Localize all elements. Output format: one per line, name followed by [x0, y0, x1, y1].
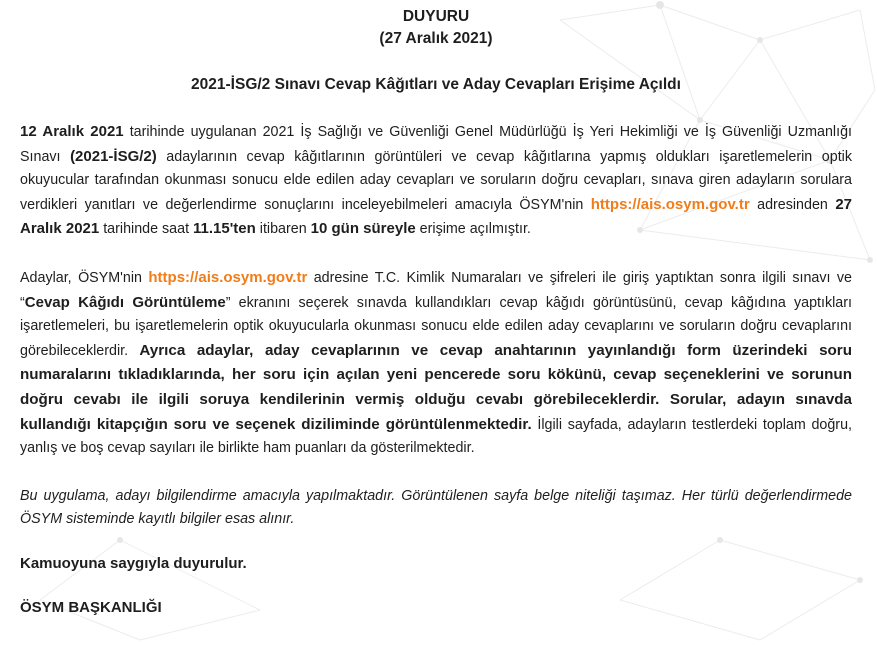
announcement-title: DUYURU	[402, 8, 470, 25]
announcement	[20, 6, 852, 619]
ais-link-1[interactable]: https://ais.osym.gov.tr	[590, 195, 750, 213]
p2-text-2: adresine T.C. Kimlik Numaraları ve şifreleri ile giriş yaptıktan sonra ilgili sınavı ve “	[20, 269, 852, 311]
screen-name: Cevap Kâğıdı Görüntüleme	[24, 293, 226, 311]
p1-text-2: adaylarının cevap kâğıtlarının görüntüleri ve cevap kâğıtlarına yapmış oldukları işaretlemelerin optik okuyucular tarafından okunması sonucu elde edilen aday cevapları ve soruların doğru cevapları, sınava giren adayların sorulara verdikleri yanıtları ve değerlendirme sonuçlarını inceleyebilmeleri amacıyla ÖSYM'nin	[20, 148, 852, 213]
exam-code: (2021-İSG/2)	[70, 147, 157, 165]
announcement-subtitle: 2021-İSG/2 Sınavı Cevap Kâğıtları ve Aday Cevapları Erişime Açıldı	[191, 76, 681, 93]
paragraph-2	[20, 266, 852, 461]
p1-text-5: itibaren	[255, 221, 311, 238]
p2-emphasis: Ayrıca adaylar, aday cevaplarının ve cevap anahtarının yayınlandığı form üzerindeki soru numaralarını tıkladıklarında, her soru için açılan yeni pencerede soru kökünü, cevap seçeneklerini ve sorunun doğru cevabı ile ilgili soruya kendilerinin vermiş olduğu cevabı görebileceklerdir. Sorular, adayın sınavda kullandığı kitapçığın soru ve seçenek diziliminde görüntülenmektedir.	[20, 341, 852, 433]
p2-text-3: ” ekranını seçerek sınavda kullandıkları cevap kâğıdı görüntüsünü, cevap kâğıdına yaptıkları işaretlemeleri, bu işaretlemelerin optik okuyucularla okunması sonucu elde edilen aday cevaplarını ve soruların doğru cevaplarını görebileceklerdir.	[20, 294, 852, 359]
p1-text-3: adresinden	[749, 196, 836, 213]
p1-text-6: erişime açılmıştır.	[415, 221, 531, 238]
paragraph-disclaimer: Bu uygulama, adayı bilgilendirme amacıyla yapılmaktadır. Görüntülenen sayfa belge niteliği taşımaz. Her türlü değerlendirmede ÖSYM sisteminde kayıtlı bilgiler esas alınır.	[20, 487, 852, 528]
signature: ÖSYM BAŞKANLIĞI	[20, 598, 162, 616]
access-time: 11.15'ten	[193, 220, 256, 238]
p1-text-1: tarihinde uygulanan 2021 İş Sağlığı ve Güvenliği Genel Müdürlüğü İş Yeri Hekimliği ve İş Güvenliği Uzmanlığı Sınavı	[20, 124, 852, 165]
access-duration: 10 gün süreyle	[310, 220, 416, 238]
access-date: 27 Aralık 2021	[20, 195, 852, 238]
announcement-date: (27 Aralık 2021)	[379, 30, 493, 47]
exam-date: 12 Aralık 2021	[20, 123, 124, 140]
paragraph-1	[20, 120, 852, 242]
closing-line: Kamuoyuna saygıyla duyurulur.	[20, 554, 247, 572]
p2-text-4: İlgili sayfada, adayların testlerdeki toplam doğru, yanlış ve boş cevap sayıları ile birlikte ham puanları da gösterilmektedir.	[20, 416, 852, 457]
p1-text-4: tarihinde saat	[99, 221, 194, 238]
ais-link-2[interactable]: https://ais.osym.gov.tr	[148, 268, 308, 286]
p2-text-1: Adaylar, ÖSYM'nin	[20, 269, 149, 286]
